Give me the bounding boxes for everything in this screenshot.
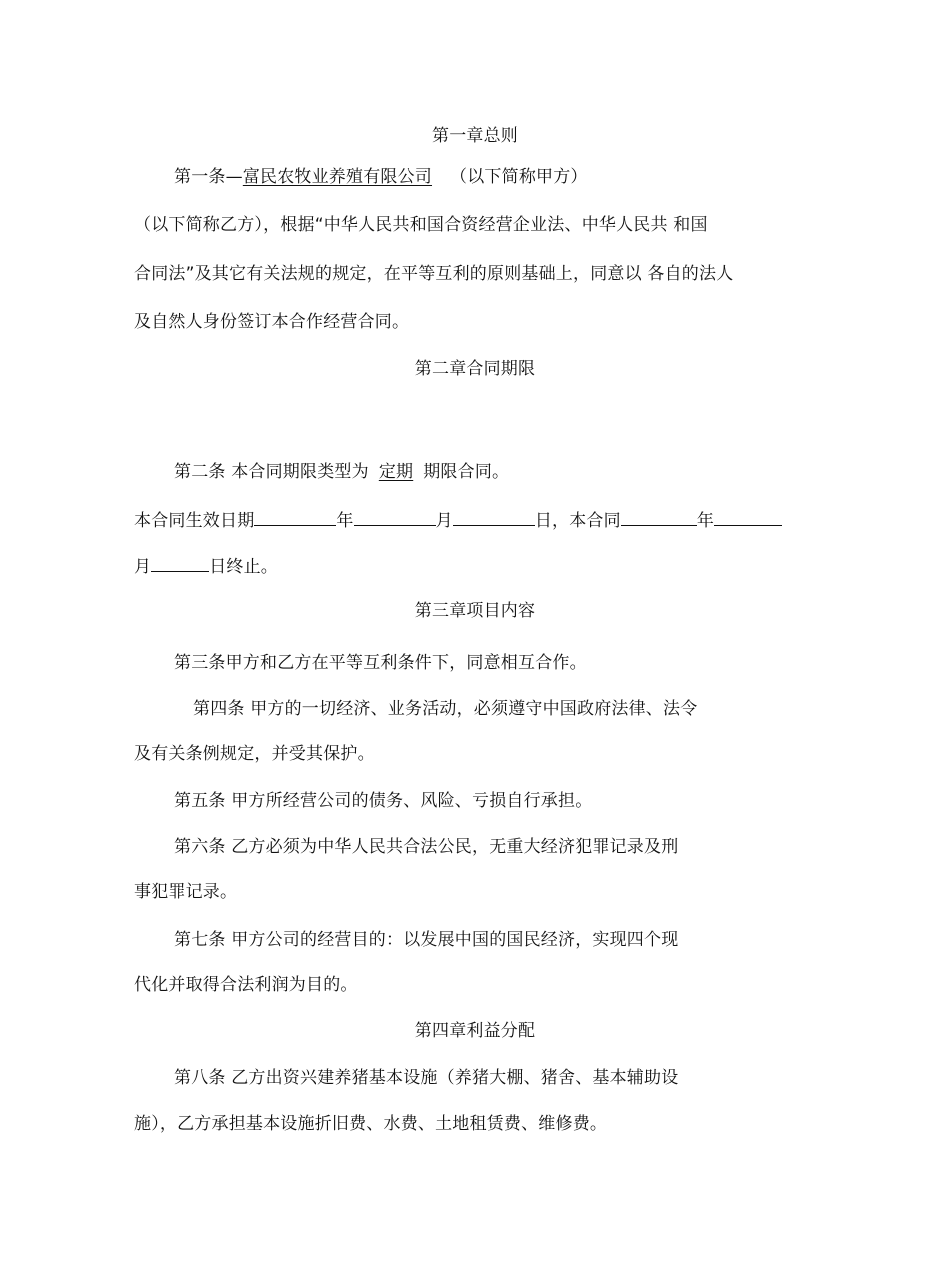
start-month-blank[interactable] — [354, 507, 436, 526]
end-month-blank[interactable] — [714, 507, 782, 526]
contract-term-type: 定期 — [378, 462, 414, 482]
start-day-blank[interactable] — [453, 507, 535, 526]
article-1-suffix: （以下简称甲方） — [450, 167, 588, 187]
effective-date-line — [134, 507, 782, 533]
article-2-suffix: 期限合同。 — [423, 462, 510, 482]
end-year-blank[interactable] — [621, 507, 697, 526]
article-4-line-1: 第四条 甲方的一切经济、业务活动，必须遵守中国政府法律、法令 — [193, 699, 698, 719]
article-2-prefix: 第二条 本合同期限类型为 — [174, 462, 369, 482]
start-year-blank[interactable] — [254, 507, 336, 526]
paragraph-1-line-2: 合同法”及其它有关法规的规定，在平等互利的原则基础上，同意以 各自的法人 — [134, 264, 734, 284]
article-1-prefix: 第一条— — [174, 167, 243, 187]
end-year-label: 年 — [696, 511, 715, 531]
paragraph-1-line-1: （以下简称乙方），根据“中华人民共和国合资经营企业法、中华人民共 和国 — [134, 215, 708, 235]
effective-date-label: 本合同生效日期 — [134, 511, 255, 531]
article-8-line-2: 施），乙方承担基本设施折旧费、水费、土地租赁费、维修费。 — [134, 1114, 608, 1134]
article-2-line — [174, 460, 509, 484]
start-year-label: 年 — [336, 511, 354, 531]
article-5: 第五条 甲方所经营公司的债务、风险、亏损自行承担。 — [174, 791, 593, 811]
company-name: 富民农牧业养殖有限公司 — [242, 167, 433, 187]
article-8-line-1: 第八条 乙方出资兴建养猪基本设施（养猪大棚、猪舍、基本辅助设 — [174, 1068, 679, 1088]
start-day-label: 日，本合同 — [534, 511, 621, 531]
chapter-1-title: 第一章总则 — [432, 126, 518, 146]
paragraph-1-line-3: 及自然人身份签订本合作经营合同。 — [134, 312, 410, 332]
end-day-label: 日终止。 — [209, 557, 279, 577]
article-3: 第三条甲方和乙方在平等互利条件下，同意相互合作。 — [174, 653, 587, 673]
article-6-line-2: 事犯罪记录。 — [134, 882, 238, 902]
chapter-3-title: 第三章项目内容 — [414, 601, 536, 621]
article-4-line-2: 及有关条例规定，并受其保护。 — [134, 744, 375, 764]
article-6-line-1: 第六条 乙方必须为中华人民共合法公民，无重大经济犯罪记录及刑 — [174, 837, 679, 857]
termination-date-line — [134, 553, 278, 579]
end-day-blank[interactable] — [151, 553, 209, 572]
article-7-line-1: 第七条 甲方公司的经营目的：以发展中国的国民经济，实现四个现 — [174, 930, 679, 950]
article-7-line-2: 代化并取得合法利润为目的。 — [134, 975, 358, 995]
end-month-label: 月 — [134, 557, 152, 577]
article-1-line — [174, 165, 588, 189]
chapter-4-title: 第四章利益分配 — [414, 1021, 536, 1041]
chapter-2-title: 第二章合同期限 — [414, 359, 536, 379]
start-month-label: 月 — [435, 511, 453, 531]
